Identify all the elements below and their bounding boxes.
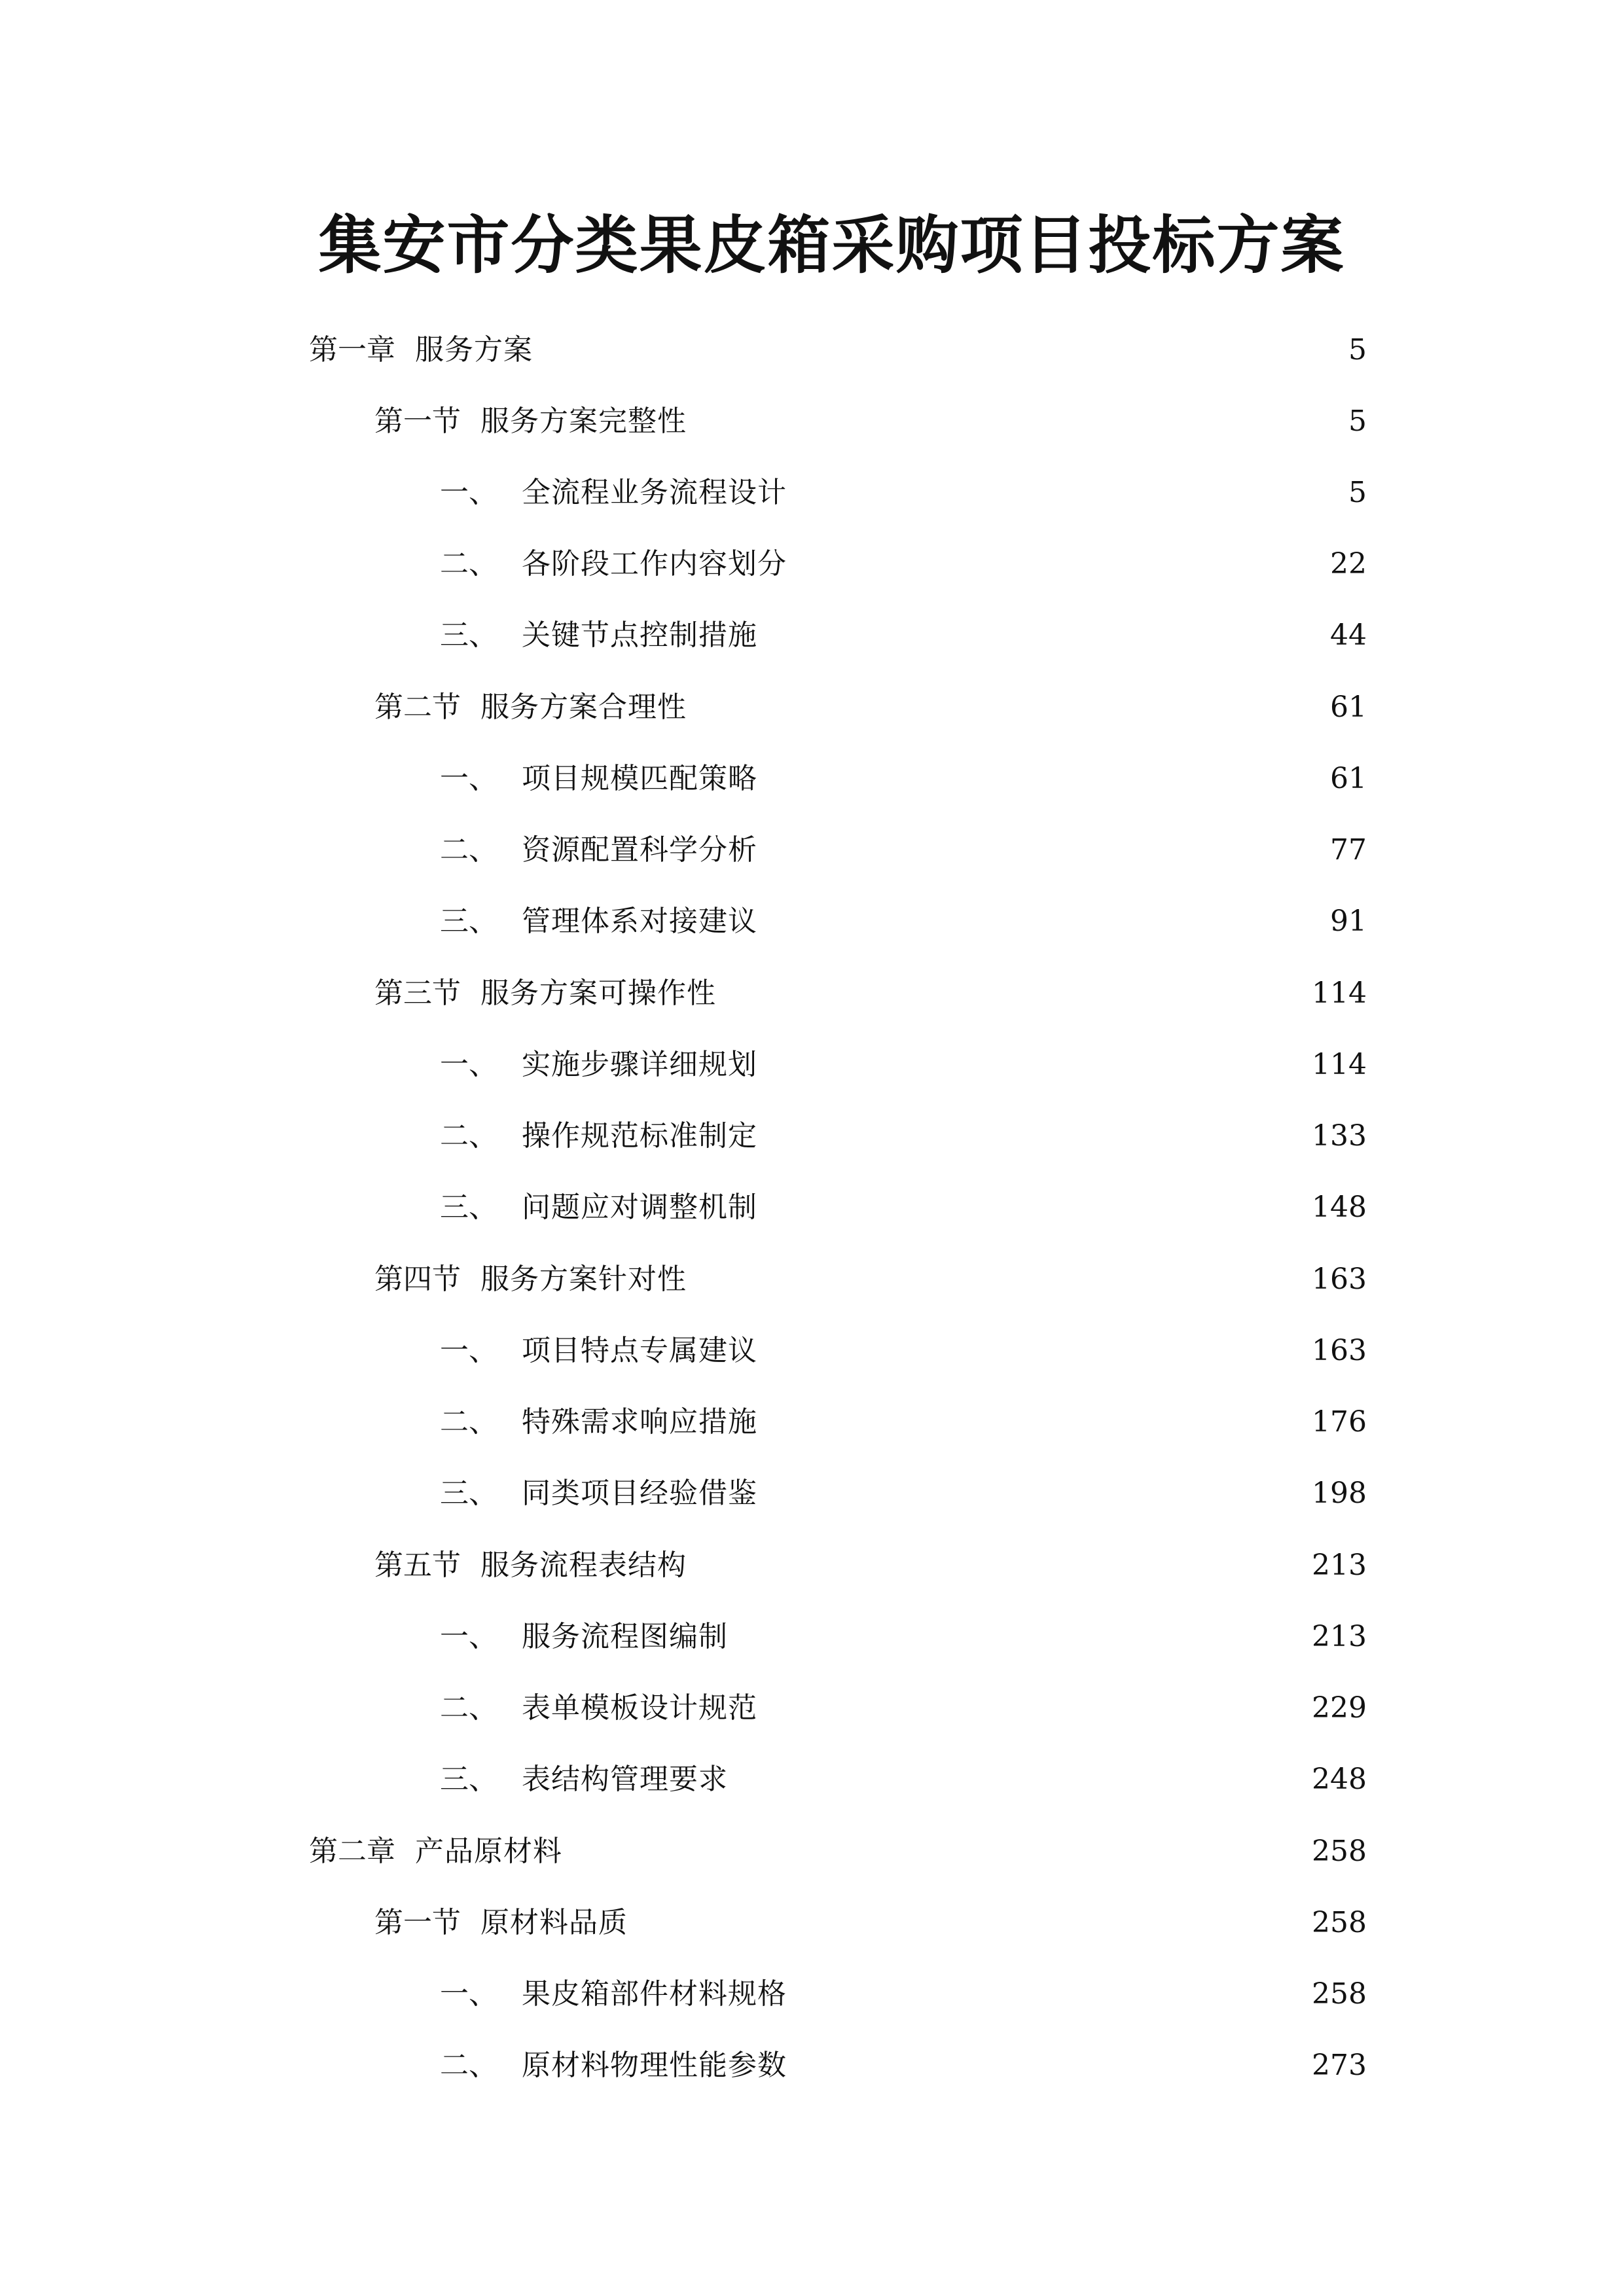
toc-entry-number: 第一节	[374, 1906, 461, 1939]
toc-entry[interactable]	[0, 1110, 1624, 1162]
toc-entry-number: 一、	[440, 1334, 497, 1367]
toc-entry-page: 273	[1312, 2049, 1367, 2082]
toc-entry-label: 服务流程图编制	[522, 1620, 728, 1653]
toc-entry[interactable]	[0, 1753, 1624, 1806]
toc-entry[interactable]	[0, 753, 1624, 805]
toc-entry-page: 22	[1330, 547, 1367, 581]
toc-dot-leader	[765, 1110, 1303, 1162]
toc-entry-page: 133	[1312, 1119, 1367, 1153]
toc-entry-page: 114	[1312, 1048, 1367, 1081]
toc-entry-page: 61	[1330, 762, 1367, 795]
toc-entry-number: 二、	[440, 1405, 497, 1439]
toc-dot-leader	[795, 467, 1338, 519]
toc-entry-page: 258	[1312, 1977, 1367, 2011]
toc-entry-number: 二、	[440, 1691, 497, 1725]
toc-entry-number: 三、	[440, 905, 497, 938]
toc-dot-leader	[736, 1611, 1303, 1663]
toc-entry-page: 91	[1330, 905, 1367, 938]
toc-entry[interactable]	[0, 1325, 1624, 1377]
toc-entry-label: 服务方案可操作性	[480, 977, 716, 1010]
toc-dot-leader	[765, 1467, 1303, 1520]
toc-entry-label: 特殊需求响应措施	[522, 1405, 757, 1439]
toc-entry-page: 258	[1312, 1835, 1367, 1868]
toc-dot-leader	[765, 895, 1321, 948]
toc-entry-label: 原材料品质	[480, 1906, 628, 1939]
toc-entry-label: 实施步骤详细规划	[522, 1048, 757, 1081]
toc-entry-label: 操作规范标准制定	[522, 1119, 757, 1153]
toc-entry[interactable]	[0, 395, 1624, 448]
toc-dot-leader	[765, 1325, 1303, 1377]
toc-dot-leader	[570, 1825, 1303, 1878]
toc-entry[interactable]	[0, 895, 1624, 948]
toc-entry-number: 一、	[440, 476, 497, 509]
toc-dot-leader	[695, 395, 1338, 448]
toc-entry-label: 果皮箱部件材料规格	[522, 1977, 787, 2011]
toc-entry-page: 229	[1312, 1691, 1367, 1725]
toc-entry-page: 213	[1312, 1549, 1367, 1582]
toc-entry-label: 项目特点专属建议	[522, 1334, 757, 1367]
toc-entry-page: 213	[1312, 1620, 1367, 1653]
toc-entry-number: 第二章	[309, 1835, 395, 1868]
toc-dot-leader	[765, 1396, 1303, 1448]
toc-entry-label: 表单模板设计规范	[522, 1691, 757, 1725]
toc-entry-page: 198	[1312, 1477, 1367, 1510]
toc-entry[interactable]	[0, 1968, 1624, 2020]
toc-entry-number: 二、	[440, 833, 497, 867]
toc-entry-page: 5	[1348, 404, 1367, 438]
toc-entry-number: 第一章	[309, 333, 395, 367]
toc-dot-leader	[765, 824, 1321, 876]
toc-dot-leader	[736, 1753, 1303, 1806]
toc-entry-label: 服务方案合理性	[480, 691, 687, 724]
toc-entry-page: 176	[1312, 1405, 1367, 1439]
toc-entry[interactable]	[0, 967, 1624, 1020]
toc-entry-number: 三、	[440, 619, 497, 652]
toc-entry[interactable]	[0, 538, 1624, 590]
toc-entry-label: 产品原材料	[415, 1835, 562, 1868]
toc-entry-page: 61	[1330, 691, 1367, 724]
toc-dot-leader	[795, 2039, 1303, 2092]
toc-dot-leader	[765, 1039, 1303, 1091]
toc-dot-leader	[765, 609, 1321, 662]
toc-entry-page: 114	[1312, 977, 1367, 1010]
toc-entry-label: 全流程业务流程设计	[522, 476, 787, 509]
toc-entry-number: 第一节	[374, 404, 461, 438]
toc-entry[interactable]	[0, 1039, 1624, 1091]
toc-entry[interactable]	[0, 2039, 1624, 2092]
toc-entry-page: 77	[1330, 833, 1367, 867]
toc-entry[interactable]	[0, 324, 1624, 376]
toc-dot-leader	[795, 538, 1321, 590]
toc-entry-label: 各阶段工作内容划分	[522, 547, 787, 581]
toc-entry-number: 三、	[440, 1763, 497, 1796]
toc-entry-number: 一、	[440, 762, 497, 795]
toc-entry-number: 三、	[440, 1191, 497, 1224]
toc-entry[interactable]	[0, 1253, 1624, 1306]
toc-dot-leader	[695, 681, 1321, 734]
toc-dot-leader	[765, 1682, 1303, 1734]
toc-entry-number: 第五节	[374, 1549, 461, 1582]
toc-entry-label: 关键节点控制措施	[522, 619, 757, 652]
toc-entry[interactable]	[0, 609, 1624, 662]
toc-dot-leader	[765, 1181, 1303, 1234]
toc-entry[interactable]	[0, 467, 1624, 519]
toc-entry-label: 项目规模匹配策略	[522, 762, 757, 795]
toc-entry-number: 一、	[440, 1977, 497, 2011]
toc-dot-leader	[724, 967, 1303, 1020]
toc-entry[interactable]	[0, 1897, 1624, 1949]
toc-entry-number: 第二节	[374, 691, 461, 724]
toc-entry[interactable]	[0, 1682, 1624, 1734]
toc-dot-leader	[795, 1968, 1303, 2020]
toc-entry-label: 资源配置科学分析	[522, 833, 757, 867]
toc-entry-number: 一、	[440, 1048, 497, 1081]
toc-entry-label: 表结构管理要求	[522, 1763, 728, 1796]
toc-entry-page: 248	[1312, 1763, 1367, 1796]
toc-entry[interactable]	[0, 1539, 1624, 1592]
toc-entry-page: 5	[1348, 333, 1367, 367]
toc-entry-label: 服务方案	[415, 333, 533, 367]
toc-entry-page: 148	[1312, 1191, 1367, 1224]
toc-entry[interactable]	[0, 1611, 1624, 1663]
toc-entry-number: 第四节	[374, 1263, 461, 1296]
toc-entry-number: 三、	[440, 1477, 497, 1510]
toc-entry[interactable]	[0, 824, 1624, 876]
toc-dot-leader	[765, 753, 1321, 805]
toc-entry-page: 258	[1312, 1906, 1367, 1939]
toc-entry-label: 问题应对调整机制	[522, 1191, 757, 1224]
toc-entry-label: 同类项目经验借鉴	[522, 1477, 757, 1510]
toc-entry-number: 一、	[440, 1620, 497, 1653]
toc-entry-label: 服务流程表结构	[480, 1549, 687, 1582]
document-title: 集安市分类果皮箱采购项目投标方案	[318, 208, 1345, 282]
toc-dot-leader	[695, 1253, 1303, 1306]
toc-entry-number: 第三节	[374, 977, 461, 1010]
toc-dot-leader	[636, 1897, 1303, 1949]
toc-entry-page: 5	[1348, 476, 1367, 509]
toc-entry[interactable]	[0, 1467, 1624, 1520]
toc-entry-number: 二、	[440, 1119, 497, 1153]
toc-dot-leader	[695, 1539, 1303, 1592]
toc-entry-label: 服务方案完整性	[480, 404, 687, 438]
toc-entry-page: 163	[1312, 1334, 1367, 1367]
toc-entry-label: 原材料物理性能参数	[522, 2049, 787, 2082]
toc-entry[interactable]	[0, 1181, 1624, 1234]
toc-entry-number: 二、	[440, 547, 497, 581]
toc-entry[interactable]	[0, 681, 1624, 734]
toc-entry-number: 二、	[440, 2049, 497, 2082]
toc-entry-page: 163	[1312, 1263, 1367, 1296]
toc-dot-leader	[541, 324, 1338, 376]
toc-entry-label: 服务方案针对性	[480, 1263, 687, 1296]
toc-entry-page: 44	[1330, 619, 1367, 652]
toc-entry[interactable]	[0, 1396, 1624, 1448]
toc-entry[interactable]	[0, 1825, 1624, 1878]
toc-entry-label: 管理体系对接建议	[522, 905, 757, 938]
